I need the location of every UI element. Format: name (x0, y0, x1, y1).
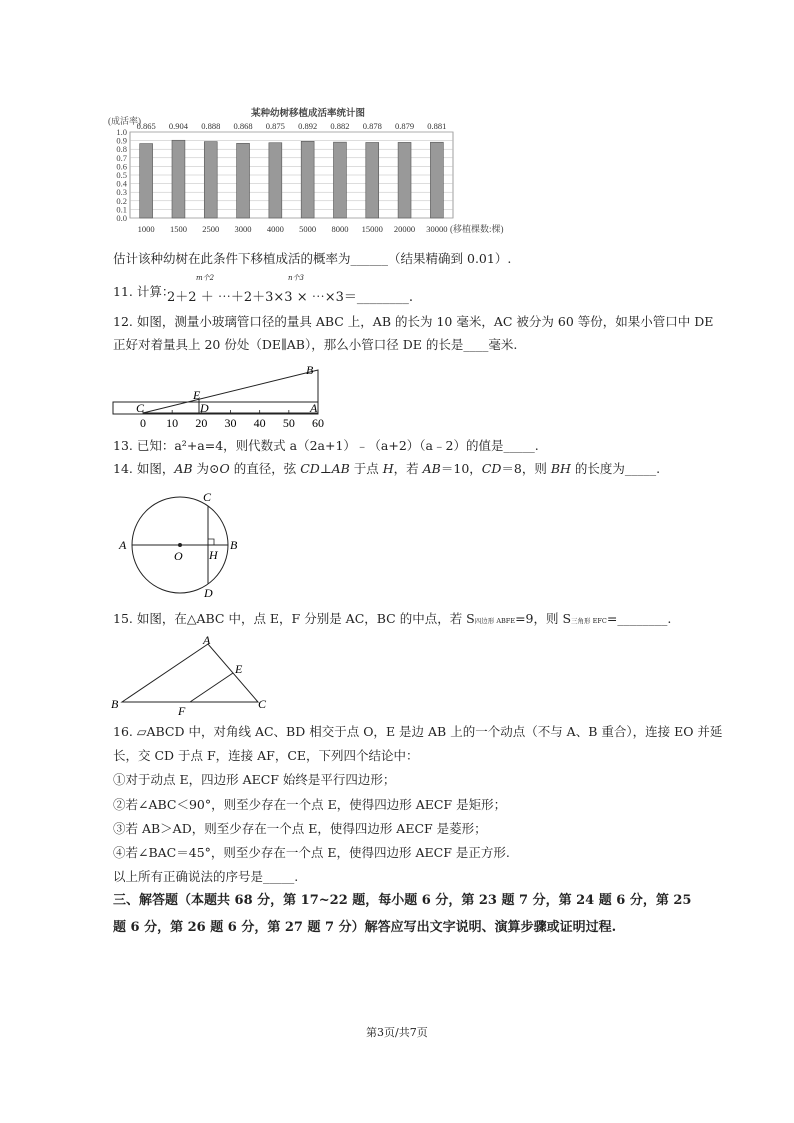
label-B: B (306, 363, 314, 377)
label-B: B (230, 538, 238, 552)
bar-value-label: 0.868 (233, 121, 253, 131)
q16-statement-3: ③若 AB＞AD，则至少存在一个点 E，使得四边形 AECF 是菱形； (113, 821, 487, 836)
right-angle-mark (208, 539, 214, 545)
bar (140, 144, 153, 218)
y-tick-label: 0.2 (116, 195, 127, 206)
q11-m-label: m个2 (196, 274, 215, 282)
x-tick-label: 1500 (169, 224, 187, 234)
y-tick-label: 0.9 (116, 135, 127, 146)
label-E: E (193, 388, 201, 402)
x-tick-label: 4000 (266, 224, 284, 234)
ruler-tick-label: 60 (312, 416, 324, 430)
bar-value-label: 0.865 (136, 121, 156, 131)
bar (398, 142, 411, 218)
q11-number: 11. 计算： (113, 284, 175, 299)
bar (333, 142, 346, 218)
x-tick-label: 2500 (202, 224, 220, 234)
chart-title: 某种幼树移植成活率统计图 (250, 109, 366, 119)
center-point (178, 543, 182, 547)
x-tick-label: 15000 (361, 224, 383, 234)
bar (204, 142, 217, 218)
y-tick-label: 0.8 (116, 144, 127, 155)
q16-statement-1: ①对于动点 E，四边形 AECF 始终是平行四边形； (113, 772, 396, 787)
bar-value-label: 0.879 (394, 121, 415, 131)
q10-blank: ______ (350, 251, 389, 266)
q11-blank: ________. (356, 290, 414, 305)
bar (269, 143, 282, 218)
section3-heading-line1: 三、解答题（本题共 68 分，第 17~22 题，每小题 6 分，第 23 题 7 分，第 24 题 6 分，第 25 (113, 893, 692, 908)
survival-rate-chart (108, 100, 518, 240)
q16-blank: _____ (263, 869, 295, 884)
bar-value-label: 0.882 (330, 121, 350, 131)
segment-EF (190, 673, 233, 702)
bar (237, 143, 250, 218)
label-A: A (310, 401, 318, 415)
y-tick-label: 0.0 (116, 213, 127, 223)
ruler-tick-label: 40 (253, 416, 266, 430)
ruler-diagram (108, 360, 333, 432)
label-F: F (178, 704, 186, 717)
q14: 14. 如图，AB 为⊙O 的直径，弦 CD⊥AB 于点 H，若 AB＝10，CD＝8，则 BH 的长度为_____. (113, 461, 661, 476)
ruler-tick-label: 0 (140, 416, 146, 430)
y-tick-label: 0.7 (116, 152, 127, 163)
bar-value-label: 0.904 (168, 121, 189, 131)
bar-value-label: 0.878 (362, 121, 382, 131)
circle-diagram (110, 484, 250, 604)
q16-answer: 以上所有正确说法的序号是_____. (113, 869, 299, 884)
triangle-diagram (108, 632, 278, 717)
bar (301, 141, 314, 218)
q10-answer-line: 估计该种幼树在此条件下移植成活的概率为______（结果精确到 0.01）. (113, 251, 512, 266)
q15-blank: ________ (617, 611, 668, 626)
q13: 13. 已知：a²+a=4，则代数式 a（2a+1）﹣（a+2）（a﹣2）的值是_____. (113, 438, 539, 453)
section3-heading-line2: 题 6 分，第 26 题 6 分，第 27 题 7 分）解答应写出文字说明、演算步骤或证明过程. (113, 920, 617, 935)
label-C: C (136, 401, 145, 415)
label-C: C (203, 490, 212, 504)
x-axis-label: (移植棵数:棵) (450, 224, 504, 234)
label-O: O (174, 549, 183, 563)
bar (366, 142, 379, 218)
q12-line1: 12. 如图，测量小玻璃管口径的量具 ABC 上，AB 的长为 10 毫米，AC 被分为 60 等份，如果小管口中 DE (113, 314, 714, 329)
y-tick-label: 1.0 (116, 127, 127, 137)
ruler-tick-label: 10 (166, 416, 179, 430)
bar (430, 142, 443, 218)
label-D: D (200, 401, 209, 415)
y-tick-label: 0.1 (116, 204, 127, 215)
y-tick-label: 0.3 (116, 187, 127, 198)
ruler-tick-label: 50 (282, 416, 295, 430)
y-axis-label: (成活率) (108, 116, 141, 126)
x-tick-label: 5000 (299, 224, 317, 234)
q14-blank: _____ (624, 461, 657, 476)
label-A: A (203, 633, 211, 647)
ruler-tick-label: 20 (195, 416, 208, 430)
x-tick-label: 8000 (331, 224, 349, 234)
q12-line2: 正好对着量具上 20 份处（DE∥AB），那么小管口径 DE 的长是____毫米. (113, 337, 518, 352)
bar (172, 140, 185, 218)
label-E: E (235, 662, 243, 676)
y-tick-label: 0.5 (116, 170, 127, 180)
x-tick-label: 3000 (234, 224, 252, 234)
q15: 15. 如图，在△ABC 中，点 E，F 分别是 AC，BC 的中点，若 S四边形 ABFE=9，则 S三角形 EFC=________. (113, 611, 672, 626)
bar-value-label: 0.892 (298, 121, 318, 131)
label-H: H (209, 548, 218, 562)
x-tick-label: 1000 (137, 224, 155, 234)
bar-value-label: 0.888 (201, 121, 221, 131)
bar-value-label: 0.875 (265, 121, 285, 131)
y-tick-label: 0.6 (116, 161, 127, 172)
q16-line2: 长，交 CD 于点 F，连接 AF，CE，下列四个结论中： (113, 748, 419, 763)
bar-value-label: 0.881 (427, 121, 447, 131)
q16-statement-4: ④若∠BAC＝45°，则至少存在一个点 E，使得四边形 AECF 是正方形. (113, 845, 510, 860)
label-D: D (204, 586, 213, 600)
x-tick-label: 20000 (393, 224, 416, 234)
x-tick-label: 30000 (426, 224, 448, 234)
label-A: A (119, 538, 127, 552)
page-footer: 第3页/共7页 (366, 1026, 428, 1039)
q16-statement-2: ②若∠ABC＜90°，则至少存在一个点 E，使得四边形 AECF 是矩形； (113, 797, 507, 812)
label-C: C (258, 697, 267, 711)
q11-expression: 2＋2 ＋ ⋯＋2＋3×3 × ⋯×3＝________. (167, 290, 414, 305)
q12-blank: ____ (463, 337, 489, 352)
label-B: B (111, 697, 119, 711)
ruler-wedge (143, 370, 318, 413)
ruler-tick-label: 30 (224, 416, 237, 430)
q11-n-label: n个3 (288, 274, 304, 282)
q16-line1: 16. ▱ABCD 中，对角线 AC、BD 相交于点 O，E 是边 AB 上的一个动点（不与 A、B 重合），连接 EO 并延 (113, 724, 723, 739)
y-tick-label: 0.4 (116, 178, 127, 189)
q13-blank: _____ (503, 438, 535, 453)
